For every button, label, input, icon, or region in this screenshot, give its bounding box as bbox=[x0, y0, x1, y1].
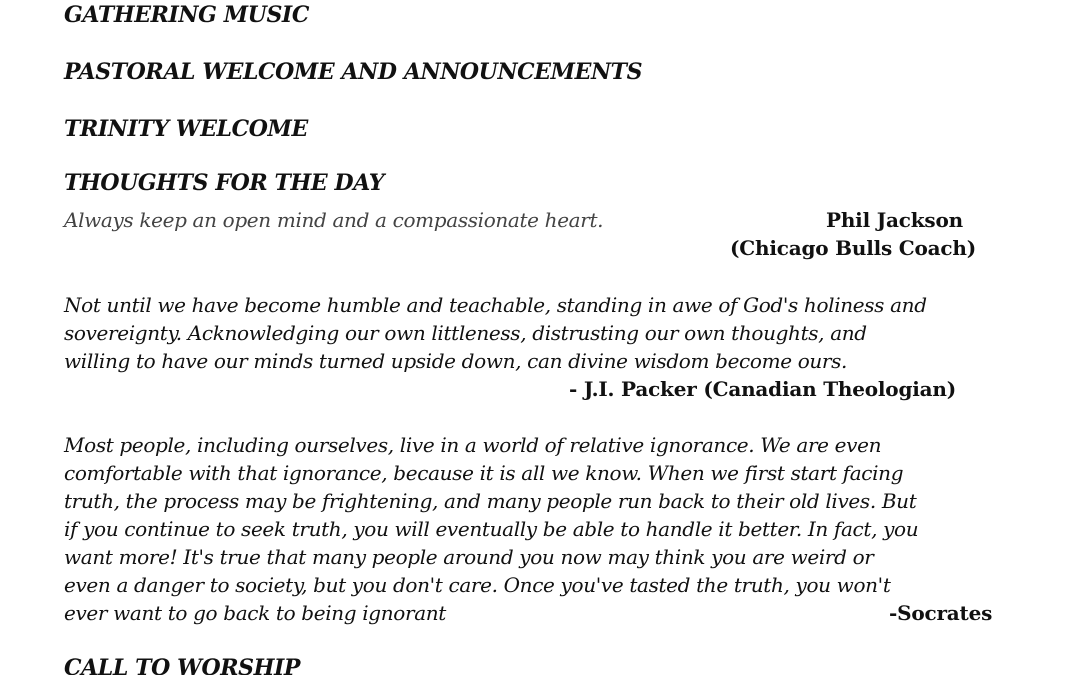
quote-line: sovereignty. Acknowledging our own littleness, distrusting our own thoughts, and bbox=[64, 321, 867, 345]
quote-line: truth, the process may be frightening, and many people run back to their old lives. But bbox=[64, 489, 917, 513]
quote-author-role: (Chicago Bulls Coach) bbox=[730, 236, 977, 260]
quote-line: want more! It's true that many people around you now may think you are weird or bbox=[64, 545, 874, 569]
quote-line: comfortable with that ignorance, because it is all we know. When we first start facing bbox=[64, 461, 904, 485]
heading-thoughts-for-the-day: THOUGHTS FOR THE DAY bbox=[64, 170, 385, 196]
quote-line: ever want to go back to being ignorant bbox=[64, 601, 446, 625]
heading-call-to-worship: CALL TO WORSHIP bbox=[64, 655, 301, 675]
quote-line: Always keep an open mind and a compassionate heart. bbox=[64, 208, 604, 232]
heading-trinity-welcome: TRINITY WELCOME bbox=[64, 116, 308, 142]
heading-gathering-music: GATHERING MUSIC bbox=[64, 2, 309, 28]
quote-line: if you continue to seek truth, you will eventually be able to handle it better. In fact, you bbox=[64, 517, 919, 541]
quote-attribution: -Socrates bbox=[889, 601, 993, 625]
quote-line: Not until we have become humble and teachable, standing in awe of God's holiness and bbox=[64, 293, 927, 317]
quote-line: Most people, including ourselves, live in a world of relative ignorance. We are even bbox=[64, 433, 882, 457]
quote-line: willing to have our minds turned upside down, can divine wisdom become ours. bbox=[64, 349, 848, 373]
quote-attribution: - J.I. Packer (Canadian Theologian) bbox=[569, 377, 956, 401]
quote-line: even a danger to society, but you don't care. Once you've tasted the truth, you won't bbox=[64, 573, 891, 597]
quote-author-name: Phil Jackson bbox=[826, 208, 963, 232]
heading-pastoral-welcome: PASTORAL WELCOME AND ANNOUNCEMENTS bbox=[64, 59, 643, 85]
